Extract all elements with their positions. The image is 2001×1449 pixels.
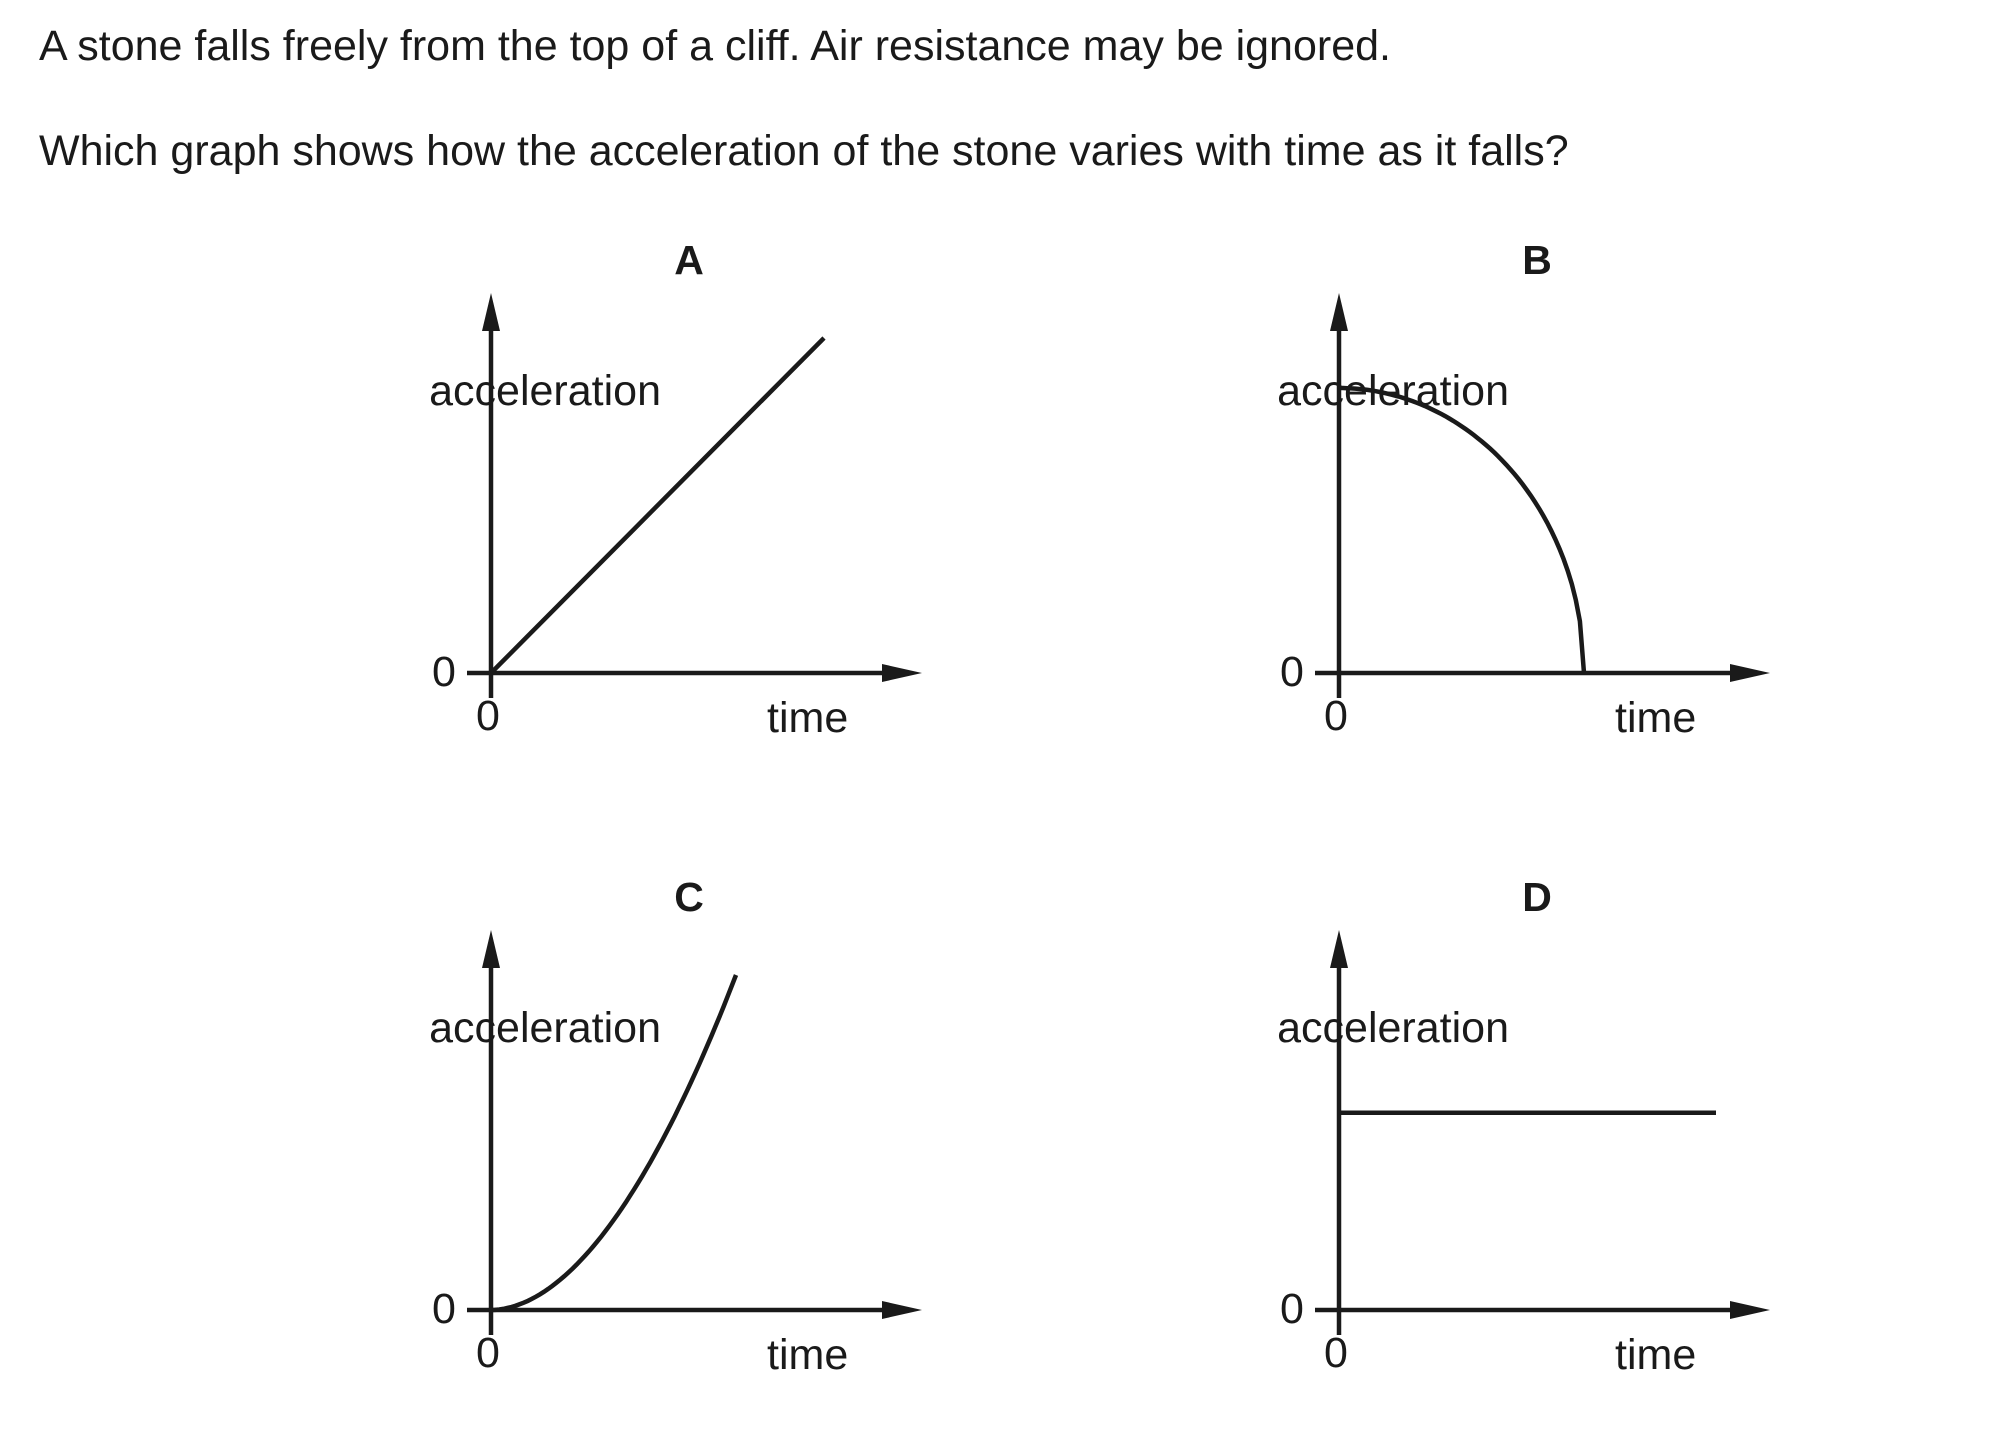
graph-c[interactable]	[200, 862, 960, 1402]
y-axis-arrow-icon	[482, 293, 500, 331]
y-axis-label: acceleration	[1277, 1004, 1509, 1052]
y-tick-label-zero: 0	[432, 1285, 456, 1333]
graph-d-plot	[1048, 862, 1808, 1402]
x-axis-arrow-icon	[1730, 1301, 1770, 1319]
graph-a-plot	[200, 225, 960, 765]
x-tick-label-zero: 0	[1324, 692, 1348, 740]
y-axis-arrow-icon	[482, 930, 500, 968]
y-axis-arrow-icon	[1330, 293, 1348, 331]
data-line-c	[491, 975, 736, 1310]
x-axis-arrow-icon	[1730, 664, 1770, 682]
x-axis-label: time	[1615, 1331, 1697, 1379]
y-axis-label: acceleration	[429, 367, 661, 415]
data-line-a	[491, 338, 824, 673]
x-tick-label-zero: 0	[476, 692, 500, 740]
y-tick-label-zero: 0	[1280, 1285, 1304, 1333]
x-axis-label: time	[1615, 694, 1697, 742]
data-line-b	[1339, 388, 1584, 673]
y-axis-arrow-icon	[1330, 930, 1348, 968]
x-axis-label: time	[767, 1331, 849, 1379]
y-tick-label-zero: 0	[1280, 648, 1304, 696]
x-axis-arrow-icon	[882, 664, 922, 682]
question-line-2: Which graph shows how the acceleration of the stone varies with time as it falls?	[39, 127, 1569, 175]
graph-c-plot	[200, 862, 960, 1402]
option-letter-d: D	[1522, 874, 1552, 920]
x-axis-label: time	[767, 694, 849, 742]
option-letter-b: B	[1522, 237, 1552, 283]
y-axis-label: acceleration	[429, 1004, 661, 1052]
graph-a[interactable]	[200, 225, 960, 765]
option-letter-a: A	[674, 237, 704, 283]
graph-b-plot	[1048, 225, 1808, 765]
y-axis-label: acceleration	[1277, 367, 1509, 415]
x-tick-label-zero: 0	[476, 1329, 500, 1377]
question-line-1: A stone falls freely from the top of a cliff. Air resistance may be ignored.	[39, 22, 1391, 70]
x-tick-label-zero: 0	[1324, 1329, 1348, 1377]
option-letter-c: C	[674, 874, 704, 920]
graph-d[interactable]	[1048, 862, 1808, 1402]
x-axis-arrow-icon	[882, 1301, 922, 1319]
graph-b[interactable]	[1048, 225, 1808, 765]
y-tick-label-zero: 0	[432, 648, 456, 696]
